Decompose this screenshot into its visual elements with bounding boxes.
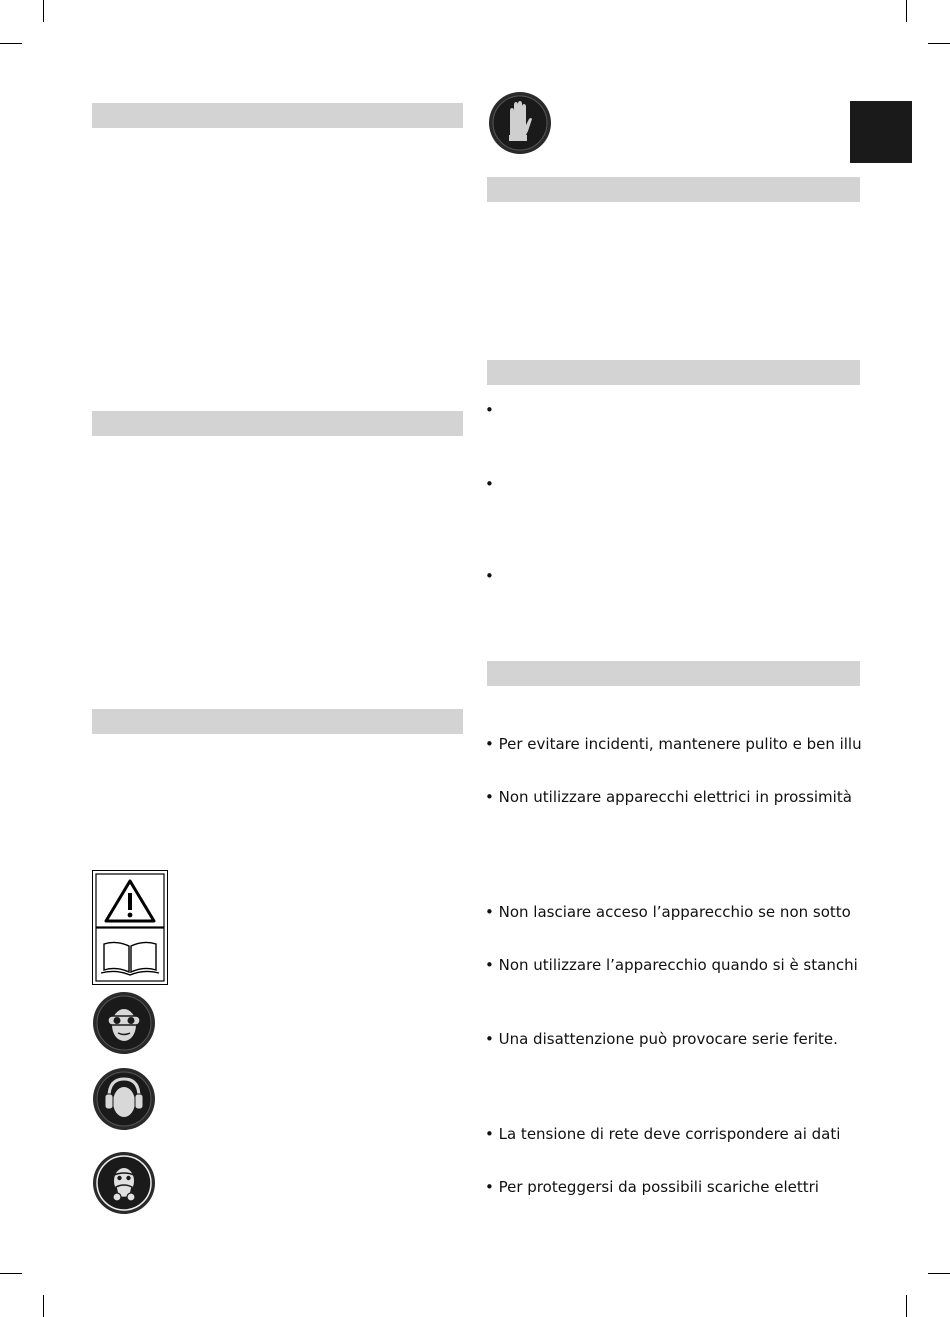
ear-protection-icon [92, 1067, 156, 1131]
crop-mark [928, 43, 950, 44]
section-header-bar [92, 103, 463, 128]
section-header-bar [92, 411, 463, 436]
crop-mark [43, 0, 44, 22]
crop-mark [0, 1273, 22, 1274]
safety-line: • Per evitare incidenti, mantenere pulito e ben illu [485, 735, 862, 753]
section-header-bar [487, 360, 860, 385]
safety-line: • Una disattenzione può provocare serie ferite. [485, 1030, 838, 1048]
bullet: • [485, 401, 494, 419]
section-header-bar [487, 177, 860, 202]
safety-goggles-icon [92, 991, 156, 1055]
section-header-bar [487, 661, 860, 686]
crop-mark [0, 43, 22, 44]
safety-line: • Per proteggersi da possibili scariche elettri [485, 1178, 819, 1196]
section-header-bar [92, 709, 463, 734]
safety-line: • Non utilizzare apparecchi elettrici in prossimità [485, 788, 852, 806]
language-tab [850, 101, 912, 163]
safety-line: • Non utilizzare l’apparecchio quando si è stanchi [485, 956, 858, 974]
dust-mask-icon [92, 1151, 156, 1215]
crop-mark [906, 1295, 907, 1317]
crop-mark [906, 0, 907, 22]
safety-line: • La tensione di rete deve corrispondere ai dati [485, 1125, 841, 1143]
gloves-icon [488, 91, 552, 155]
safety-line: • Non lasciare acceso l’apparecchio se non sotto [485, 903, 851, 921]
bullet: • [485, 567, 494, 585]
crop-mark [43, 1295, 44, 1317]
warning-manual-icon [92, 870, 168, 985]
bullet: • [485, 475, 494, 493]
crop-mark [928, 1273, 950, 1274]
